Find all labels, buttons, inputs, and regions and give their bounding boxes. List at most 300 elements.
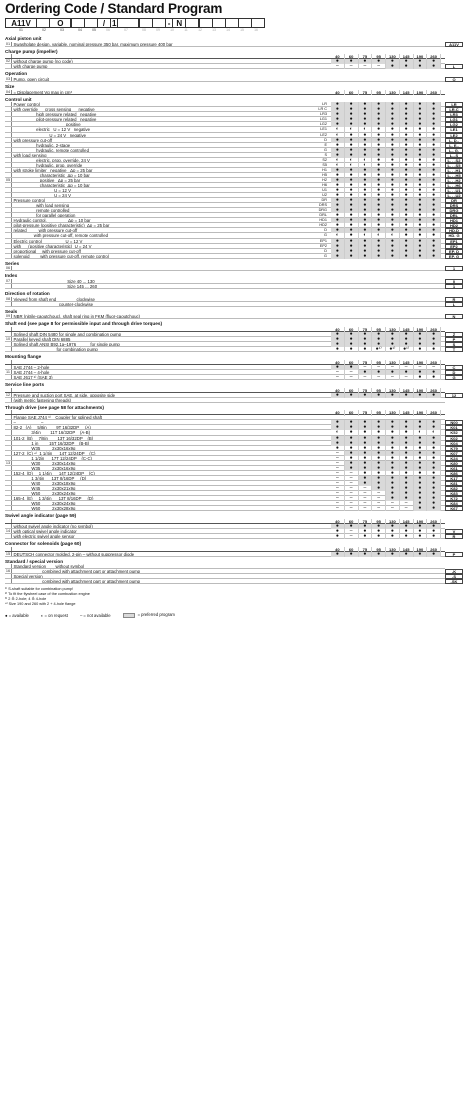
ordering-code-cell: DRL [445, 213, 463, 218]
availability-cell: – [345, 496, 359, 501]
availability-cell: ● [372, 218, 386, 223]
code-box [36, 18, 50, 28]
section-heading: Series [5, 260, 20, 266]
availability-cell: ◐ [359, 233, 373, 238]
row-marker: G [324, 253, 327, 258]
availability-cell: ● [359, 529, 373, 534]
availability-cell: ● [359, 218, 373, 223]
ordering-code-cell: LG2 [445, 122, 463, 127]
availability-cell: ● [414, 183, 428, 188]
availability-cell: ● [414, 524, 428, 529]
ordering-code-cell: LE2 [445, 133, 463, 138]
code-box: 1 [111, 19, 117, 28]
code-box: / [97, 18, 111, 28]
availability-cell: – [359, 365, 373, 370]
availability-cell: ● [414, 529, 428, 534]
availability-cell: ● [400, 163, 414, 168]
row-text: positive Δp = 25 bar [13, 177, 81, 182]
availability-cell: ●¹⁾ [386, 347, 400, 352]
availability-cell: ●¹⁾ [372, 347, 386, 352]
ordering-code-cell: L. . .H1 [445, 168, 463, 173]
availability-cell: ● [359, 188, 373, 193]
row-text: Power control [13, 102, 40, 107]
row-text: W35 2x30x16x9g [13, 465, 76, 470]
row-text: 127-2 (C) ⁴⁾ 1 1/4in 14T 12/24DP (C) [13, 450, 96, 455]
ordering-code-cell: HD.D [445, 228, 463, 233]
row-marker: S5 [322, 162, 327, 167]
row-text: 1 3/4in 13T 8/16DP (D) [13, 475, 87, 480]
row-marker: U2 [322, 193, 327, 198]
row-number [5, 208, 12, 212]
ordering-code-cell: L.. G. [445, 148, 463, 153]
availability-cell: ● [359, 133, 373, 138]
availability-cell: ● [386, 332, 400, 337]
row-number [5, 496, 12, 500]
size-column-label: 40 [331, 410, 345, 416]
size-column-label: 40 [331, 388, 345, 394]
availability-cell: ● [414, 213, 428, 218]
code-position-number: 12 [198, 28, 202, 32]
section [5, 71, 463, 82]
row-number: 07 [5, 278, 11, 283]
availability-cell: – [345, 476, 359, 481]
size-column-label: 60 [345, 410, 359, 416]
availability-cell: ● [359, 112, 373, 117]
availability-cell: ● [400, 223, 414, 228]
availability-cell: – [372, 64, 386, 69]
code-box [117, 18, 139, 28]
size-column-label: 95 [372, 388, 386, 394]
section [5, 291, 463, 307]
availability-cell: – [331, 466, 345, 471]
ordering-code-cell [445, 90, 463, 95]
availability-cell: ● [359, 107, 373, 112]
code-position-number: 03 [60, 28, 64, 32]
availability-cell: ● [345, 117, 359, 122]
row-number [5, 193, 12, 197]
ordering-code-cell: P [445, 337, 463, 342]
availability-cell: ● [400, 203, 414, 208]
availability-cell: ● [400, 425, 414, 430]
availability-cell: ● [414, 461, 428, 466]
row-text [12, 547, 329, 551]
size-column-label: 260 [427, 327, 441, 333]
section-heading: Seals [5, 308, 18, 314]
availability-cell: ● [331, 188, 345, 193]
row-number: 03 [5, 76, 11, 81]
availability-cell: ● [400, 168, 414, 173]
availability-cell: ● [331, 208, 345, 213]
availability-cell: ● [359, 249, 373, 254]
ordering-code-cell: 1 [445, 284, 463, 289]
availability-cell: ● [345, 143, 359, 148]
row-number [5, 524, 12, 528]
availability-cell: ● [427, 529, 441, 534]
availability-cell: ● [400, 138, 414, 143]
row-number: 16 [5, 569, 11, 574]
size-column-label: 40 [331, 327, 345, 333]
row-number [5, 244, 12, 248]
code-box [185, 18, 199, 28]
code-position-number: 11 [184, 28, 188, 32]
availability-cell: ● [427, 198, 441, 203]
ordering-code-cell: LR.C [445, 107, 463, 112]
row-marker: HD2 [319, 223, 327, 228]
size-column-label: 60 [345, 547, 359, 553]
row-marker: D [324, 228, 327, 233]
section [5, 405, 463, 512]
size-column-label: 145 [400, 519, 414, 525]
row-number: 08 [5, 296, 11, 301]
size-column-label: 40 [331, 547, 345, 553]
table-row [5, 534, 463, 539]
availability-cell: – [345, 370, 359, 375]
code-box [139, 18, 153, 28]
availability-cell: ● [386, 122, 400, 127]
availability-cell: ● [427, 138, 441, 143]
availability-cell: ● [331, 425, 345, 430]
code-box [71, 18, 85, 28]
availability-cell: ● [400, 249, 414, 254]
row-number [5, 183, 12, 187]
availability-cell: ● [414, 133, 428, 138]
availability-cell: ● [372, 342, 386, 347]
code-box [225, 18, 239, 28]
availability-cell: ● [386, 524, 400, 529]
availability-cell: ● [386, 218, 400, 223]
availability-cells [331, 284, 441, 289]
row-number [5, 117, 12, 121]
page-title: Ordering Code / Standard Program [5, 1, 223, 16]
size-column-label: 130 [386, 327, 400, 333]
availability-cell: ● [359, 451, 373, 456]
availability-cell: ◐ [359, 127, 373, 132]
ordering-code-cell: 1 [445, 266, 463, 271]
availability-cell: ● [427, 461, 441, 466]
availability-cell: ● [331, 393, 345, 398]
code-box [199, 18, 213, 28]
availability-cells [331, 579, 441, 584]
availability-cell: ● [331, 102, 345, 107]
availability-cell: – [386, 375, 400, 380]
section [5, 97, 463, 259]
section [5, 382, 463, 403]
ordering-code-cell: LE1 [445, 127, 463, 132]
ordering-code-cell: T [445, 347, 463, 352]
availability-cell: ● [400, 486, 414, 491]
ordering-code-cell: K52 [445, 430, 463, 435]
table-row [5, 77, 463, 82]
availability-cell: ● [427, 183, 441, 188]
row-number [5, 122, 12, 126]
row-marker: H5 [322, 172, 327, 177]
row-number [5, 223, 12, 227]
availability-cell: 75 [359, 90, 373, 96]
row-number [5, 198, 12, 202]
ordering-code-cell: C [445, 365, 463, 370]
availability-cell: ● [400, 332, 414, 337]
row-text [12, 388, 329, 392]
row-number [5, 153, 12, 157]
row-text: 1 1/2in 17T 12/24DP (C-C) [13, 455, 92, 460]
row-text: W40 2x30x18x9g [13, 480, 76, 485]
row-number: 01 [5, 41, 11, 46]
availability-cell: ◐ [345, 127, 359, 132]
availability-cell: ● [345, 148, 359, 153]
ordering-code-cell: EP. G [445, 254, 463, 259]
availability-cell: ● [414, 208, 428, 213]
availability-cell: ● [331, 122, 345, 127]
availability-cell: ● [400, 496, 414, 501]
availability-cell: ● [359, 102, 373, 107]
size-column-label: 190 [414, 388, 428, 394]
availability-cell: – [345, 471, 359, 476]
row-text: electric U = 12 V negative [13, 127, 91, 132]
row-marker: LR [322, 102, 327, 107]
availability-cell: ● [331, 223, 345, 228]
row-number [5, 415, 12, 419]
row-number: 15 [5, 551, 11, 556]
row-number [5, 519, 12, 523]
availability-cell: – [359, 64, 373, 69]
availability-cell: ◐ [331, 430, 345, 435]
availability-cell: ● [359, 244, 373, 249]
size-column-label: 75 [359, 547, 373, 553]
availability-cell: ● [359, 168, 373, 173]
availability-cell: ● [359, 466, 373, 471]
ordering-code-cell: L. . .S5 [445, 163, 463, 168]
availability-cell: – [345, 529, 359, 534]
availability-cell: ● [359, 347, 373, 352]
availability-cell: ● [414, 122, 428, 127]
size-column-label: 130 [386, 547, 400, 553]
code-box [84, 18, 98, 28]
availability-cell: ● [414, 112, 428, 117]
availability-cell: – [331, 456, 345, 461]
availability-cell: ● [372, 529, 386, 534]
availability-cells [331, 506, 441, 511]
section-heading: Operation [5, 71, 28, 77]
availability-cell: ● [427, 506, 441, 511]
section-heading: Size [5, 84, 15, 90]
ordering-code-cell: 0 [445, 279, 463, 284]
size-column-label: 145 [400, 547, 414, 553]
row-text: with electric swivel angle sensor [13, 533, 75, 539]
row-number [5, 564, 12, 568]
legend-available: ● = available [5, 612, 29, 618]
availability-cell: ● [386, 456, 400, 461]
availability-cell: ● [386, 208, 400, 213]
ordering-code-cell: L [445, 302, 463, 307]
row-marker: G [324, 147, 327, 152]
availability-cell: ● [400, 481, 414, 486]
size-column-label: 145 [400, 410, 414, 416]
availability-cell: ● [386, 476, 400, 481]
ordering-code-cell: DRS [445, 203, 463, 208]
size-column-label: 75 [359, 360, 373, 366]
section-heading: Connector for solenoids (page 60) [5, 541, 82, 547]
availability-cell: ● [386, 148, 400, 153]
availability-cell: ● [427, 228, 441, 233]
availability-cell: – [331, 486, 345, 491]
availability-cell: ● [359, 183, 373, 188]
availability-cell: ● [386, 112, 400, 117]
code-position-number: 14 [226, 28, 230, 32]
size-column-label: 60 [345, 54, 359, 60]
availability-cell: ● [372, 178, 386, 183]
availability-cell: ● [427, 193, 441, 198]
availability-cell: ● [414, 496, 428, 501]
availability-cell: – [331, 496, 345, 501]
availability-cell: ● [345, 122, 359, 127]
availability-cell: ● [414, 218, 428, 223]
availability-cell: ● [359, 332, 373, 337]
row-number [5, 102, 12, 106]
availability-cell: ● [345, 208, 359, 213]
availability-cell: ● [372, 430, 386, 435]
availability-cell: ● [427, 117, 441, 122]
ordering-code-cell: K82 [445, 486, 463, 491]
row-text: Swashplate design, variable, nominal pressure 350 bar, maximum pressure 400 bar [13, 41, 173, 46]
code-position-number: 07 [124, 28, 128, 32]
availability-cell: ● [400, 188, 414, 193]
availability-cell: ● [359, 223, 373, 228]
row-text: SAE J744 – 2-hole [13, 364, 50, 369]
ordering-code-cell: DR [445, 198, 463, 203]
availability-cell: ● [400, 173, 414, 178]
availability-cell: ● [414, 168, 428, 173]
availability-cell: ● [400, 158, 414, 163]
row-text: characteristic Δp = 10 bar [13, 172, 90, 177]
availability-cell: ● [414, 223, 428, 228]
row-marker: E [324, 142, 327, 147]
availability-cell: ● [345, 193, 359, 198]
row-number [5, 476, 12, 480]
availability-cell: ◐ [331, 163, 345, 168]
availability-cell: ● [386, 183, 400, 188]
availability-cell: – [359, 506, 373, 511]
row-number: 09 [5, 314, 11, 319]
availability-cell: ◐ [359, 158, 373, 163]
row-number [5, 471, 12, 475]
availability-cell: ● [427, 158, 441, 163]
size-column-label: 145 [400, 54, 414, 60]
size-column-label: 40 [331, 54, 345, 60]
row-text: – – [13, 420, 44, 425]
size-column-label: 60 [345, 360, 359, 366]
availability-cell: ● [400, 456, 414, 461]
size-column-label: 190 [414, 54, 428, 60]
availability-cell: ● [359, 138, 373, 143]
availability-cell: ● [427, 347, 441, 352]
size-column-label: 260 [427, 519, 441, 525]
size-column-label: 190 [414, 360, 428, 366]
availability-cell: ● [372, 122, 386, 127]
availability-cell: ● [386, 193, 400, 198]
availability-cell: ● [386, 64, 400, 69]
row-number [5, 127, 12, 131]
availability-cell: ● [372, 244, 386, 249]
availability-cell: ● [331, 436, 345, 441]
ordering-code-cell: -K [445, 569, 463, 574]
availability-cell: ● [386, 461, 400, 466]
availability-cell: ● [427, 466, 441, 471]
availability-cell: ● [359, 476, 373, 481]
row-number [5, 425, 12, 429]
row-marker: D [324, 137, 327, 142]
availability-cells [331, 77, 441, 82]
availability-cell: ● [400, 233, 414, 238]
section-heading: Service line ports [5, 381, 45, 387]
availability-cell: ● [372, 138, 386, 143]
availability-cell: – [331, 64, 345, 69]
availability-cells [331, 90, 441, 95]
ordering-code-cell: K67 [445, 506, 463, 511]
availability-cell: ● [400, 370, 414, 375]
row-text: DEUTSCH connector molded, 2-pin – without suppressor diode [13, 551, 135, 556]
availability-cell: ● [386, 430, 400, 435]
legend [5, 612, 463, 617]
table-row [5, 254, 463, 259]
availability-cell: ● [400, 133, 414, 138]
availability-cell: ● [414, 337, 428, 342]
availability-cell: ● [414, 425, 428, 430]
section-heading: Charge pump (impeller) [5, 48, 58, 54]
availability-cell: ● [345, 183, 359, 188]
availability-cell: ● [345, 107, 359, 112]
availability-cell: ● [386, 239, 400, 244]
row-text: characteristic Δp = 10 bar [13, 183, 90, 188]
footnote: ³⁾ 2 ≙ 2-hole; 4 ≙ 4-hole [5, 597, 47, 602]
size-column-label: 130 [386, 410, 400, 416]
availability-cell: ● [372, 524, 386, 529]
availability-cell: 145 [400, 90, 414, 96]
availability-cell: ● [372, 249, 386, 254]
availability-cell: ● [345, 178, 359, 183]
ordering-code-cell: P [445, 552, 463, 557]
availability-cell: ● [372, 471, 386, 476]
row-text: pilot-pressure related negative [13, 117, 97, 122]
availability-cell: ● [372, 153, 386, 158]
row-number [5, 203, 12, 207]
availability-cell: ● [359, 393, 373, 398]
row-number [5, 451, 12, 455]
availability-cell: ● [345, 337, 359, 342]
availability-cell: ◐ [427, 430, 441, 435]
availability-cell: ● [414, 342, 428, 347]
availability-cell: ● [359, 441, 373, 446]
ordering-code-cell: L. . .U2 [445, 193, 463, 198]
availability-cell: ● [372, 441, 386, 446]
availability-cells [331, 302, 441, 307]
size-column-label: 95 [372, 327, 386, 333]
availability-cell: ● [414, 254, 428, 259]
availability-cell: ● [400, 476, 414, 481]
availability-cell: ● [372, 476, 386, 481]
availability-cell: ● [400, 436, 414, 441]
availability-cell: ● [386, 173, 400, 178]
availability-cell: ● [345, 198, 359, 203]
availability-cell: ● [427, 148, 441, 153]
availability-cell: ● [427, 133, 441, 138]
row-number [5, 398, 12, 402]
availability-cell: ● [386, 254, 400, 259]
row-text: Pressure and suction port SAE, at side, opposite side [13, 392, 116, 397]
ordering-code-cell: L. . .S2 [445, 158, 463, 163]
availability-cell: ● [414, 332, 428, 337]
availability-cell: ● [427, 249, 441, 254]
ordering-code-cell: LR [445, 102, 463, 107]
